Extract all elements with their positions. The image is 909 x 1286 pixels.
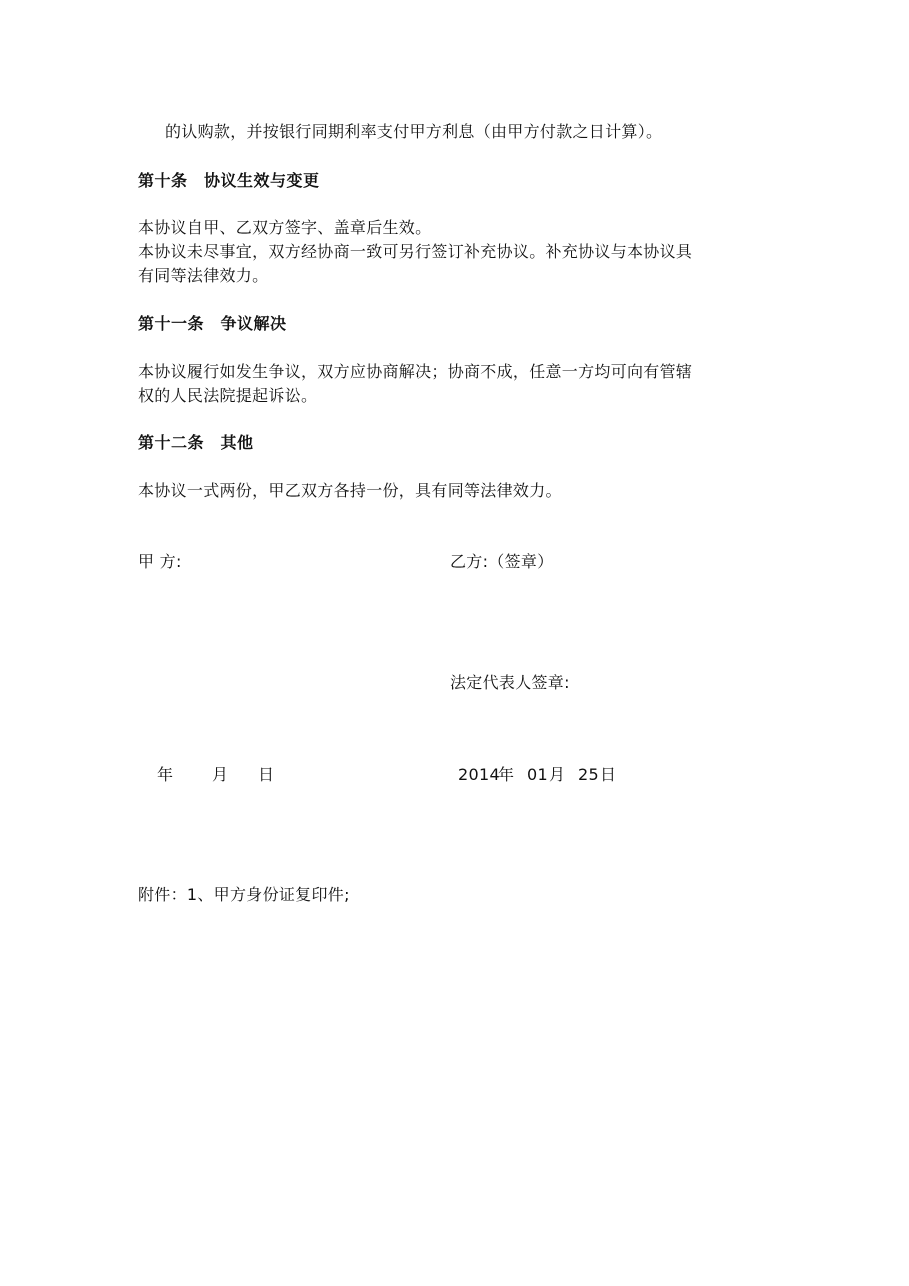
section-11-line-1: 本协议履行如发生争议，双方应协商解决；协商不成，任意一方均可向有管辖	[138, 362, 693, 381]
party-a-day-label: 日	[258, 765, 275, 784]
continuation-text: 的认购款，并按银行同期利率支付甲方利息（由甲方付款之日计算）。	[165, 122, 663, 141]
section-12-line-1: 本协议一式两份，甲乙双方各持一份，具有同等法律效力。	[138, 481, 562, 500]
party-b-month: 01	[527, 765, 548, 784]
party-b-day: 25	[578, 765, 599, 784]
attachment-note: 附件：1、甲方身份证复印件;	[138, 885, 350, 904]
party-b-year-label: 年	[498, 765, 515, 784]
section-10-line-2: 本协议未尽事宜，双方经协商一致可另行签订补充协议。补充协议与本协议具	[138, 242, 693, 261]
section-heading-12: 第十二条 其他	[138, 433, 254, 452]
section-heading-11: 第十一条 争议解决	[138, 314, 287, 333]
section-10-line-1: 本协议自甲、乙双方签字、盖章后生效。	[138, 218, 432, 237]
party-b-month-label: 月	[549, 765, 566, 784]
party-a-month-label: 月	[212, 765, 229, 784]
section-10-line-3: 有同等法律效力。	[138, 266, 269, 285]
party-a-label: 甲 方:	[138, 552, 182, 571]
section-11-line-2: 权的人民法院提起诉讼。	[138, 386, 318, 405]
party-b-day-label: 日	[600, 765, 617, 784]
legal-rep-label: 法定代表人签章:	[450, 673, 570, 692]
party-b-label: 乙方:（签章）	[450, 552, 554, 571]
party-a-year-label: 年	[157, 765, 174, 784]
section-heading-10: 第十条 协议生效与变更	[138, 171, 320, 190]
party-b-year: 2014	[458, 765, 500, 784]
